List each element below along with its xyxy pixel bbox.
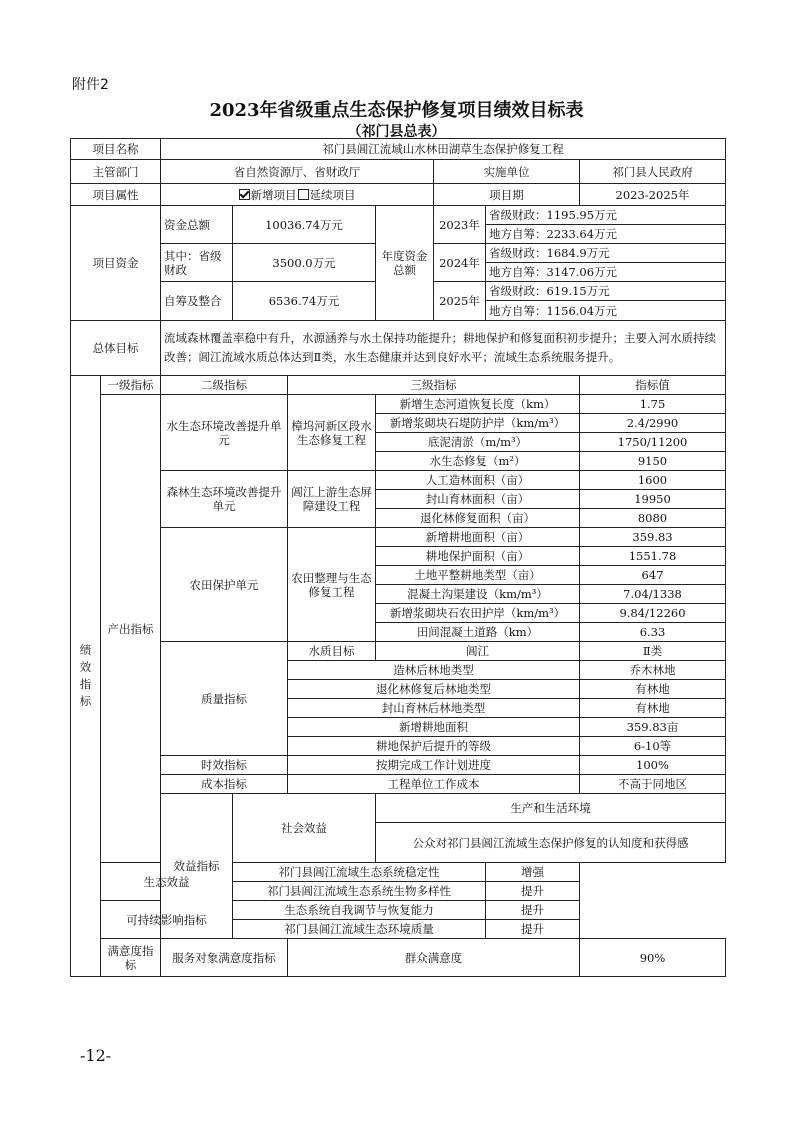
forest-val-1: 19950 (580, 490, 726, 509)
page-number: -12- (80, 1046, 112, 1065)
performance-table (70, 138, 726, 977)
farm-val-2: 647 (580, 566, 726, 585)
page-title: 2023年省级重点生态保护修复项目绩效目标表 (209, 100, 584, 121)
header-l1: 一级指标 (101, 376, 161, 395)
eco-row-1: 祁门县阊江流域生态系统生物多样性 (233, 882, 486, 901)
year-2023-local: 地方自筹：2233.64万元 (486, 225, 726, 244)
eco-label: 生态效益 (101, 863, 233, 901)
sustain-label: 可持续影响指标 (101, 901, 233, 939)
forest-val-0: 1600 (580, 471, 726, 490)
eco-row-0: 祁门县阊江流域生态系统稳定性 (233, 863, 486, 882)
cost-name: 工程单位工作成本 (288, 775, 580, 794)
quality-row-3: 新增耕地面积 (288, 718, 580, 737)
year-2024-prov: 省级财政：1684.9万元 (486, 244, 726, 263)
time-name: 按期完成工作计划进度 (288, 756, 580, 775)
water-sub: 樟坞河新区段水生态修复工程 (288, 395, 376, 471)
unit-label: 实施单位 (434, 160, 580, 184)
period-label: 项目期 (434, 184, 580, 206)
annual-funds-label: 年度资金总额 (376, 206, 434, 321)
satis-sub: 服务对象满意度指标 (161, 939, 288, 977)
farm-row-5: 田间混凝土道路（km） (376, 623, 580, 642)
quality-water-value: Ⅱ类 (580, 642, 726, 661)
funds-self-value: 6536.74万元 (233, 282, 376, 321)
year-2024-local: 地方自筹：3147.06万元 (486, 263, 726, 282)
water-unit: 水生态环境改善提升单元 (161, 395, 288, 471)
perf-indicator-label: 绩效指标 (71, 376, 101, 977)
funds-prov-value: 3500.0万元 (233, 244, 376, 282)
farm-val-1: 1551.78 (580, 547, 726, 566)
farm-row-2: 土地平整耕地类型（亩） (376, 566, 580, 585)
year-2024: 2024年 (434, 244, 486, 282)
year-2023-prov: 省级财政：1195.95万元 (486, 206, 726, 225)
quality-row-4: 耕地保护后提升的等级 (288, 737, 580, 756)
funds-label: 项目资金 (71, 206, 161, 321)
benefit-label: 效益指标 (161, 794, 233, 939)
quality-row-0: 造林后林地类型 (288, 661, 580, 680)
forest-row-1: 封山育林面积（亩） (376, 490, 580, 509)
quality-water-label: 水质目标 (288, 642, 376, 661)
project-name: 祁门县阊江流域山水林田湖草生态保护修复工程 (161, 139, 726, 160)
output-label: 产出指标 (101, 395, 161, 863)
attachment-label: 附件2 (72, 77, 109, 93)
unit-value: 祁门县人民政府 (580, 160, 726, 184)
year-2025: 2025年 (434, 282, 486, 321)
funds-self-label: 自筹及整合 (161, 282, 233, 321)
forest-sub: 阊江上游生态屏障建设工程 (288, 471, 376, 528)
farm-sub: 农田整理与生态修复工程 (288, 528, 376, 642)
water-row-3: 水生态修复（m²） (376, 452, 580, 471)
funds-prov-label: 其中：省级财政 (161, 244, 233, 282)
project-name-label: 项目名称 (71, 139, 161, 160)
forest-val-2: 8080 (580, 509, 726, 528)
water-val-3: 9150 (580, 452, 726, 471)
farm-val-0: 359.83 (580, 528, 726, 547)
quality-val-4: 6-10等 (580, 737, 726, 756)
quality-row-2: 封山育林后林地类型 (288, 699, 580, 718)
sustain-val-0: 提升 (486, 901, 580, 920)
empty-box-icon (298, 189, 309, 200)
eco-val-1: 提升 (486, 882, 580, 901)
checked-box-icon (239, 189, 250, 200)
time-value: 100% (580, 756, 726, 775)
quality-val-3: 359.83亩 (580, 718, 726, 737)
social-label: 社会效益 (233, 794, 376, 863)
time-label: 时效指标 (161, 756, 288, 775)
quality-row-1: 退化林修复后林地类型 (288, 680, 580, 699)
social-row-1: 公众对祁门县阊江流域生态保护修复的认知度和获得感 (376, 823, 726, 863)
water-row-0: 新增生态河道恢复长度（km） (376, 395, 580, 414)
header-l3: 三级指标 (288, 376, 580, 395)
attr-value: 新增项目 延续项目 (161, 184, 434, 206)
quality-label: 质量指标 (161, 642, 288, 756)
cost-value: 不高于同地区 (580, 775, 726, 794)
header-l2: 二级指标 (161, 376, 288, 395)
year-2025-prov: 省级财政：619.15万元 (486, 282, 726, 301)
water-row-2: 底泥清淤（m/m³） (376, 433, 580, 452)
sustain-val-1: 提升 (486, 920, 580, 939)
period-value: 2023-2025年 (580, 184, 726, 206)
sustain-row-0: 生态系统自我调节与恢复能力 (233, 901, 486, 920)
farm-row-3: 混凝土沟渠建设（km/m³） (376, 585, 580, 604)
farm-row-1: 耕地保护面积（亩） (376, 547, 580, 566)
quality-val-1: 有林地 (580, 680, 726, 699)
farm-unit: 农田保护单元 (161, 528, 288, 642)
header-value: 指标值 (580, 376, 726, 395)
attr-label: 项目属性 (71, 184, 161, 206)
page-subtitle: （祁门县总表） (347, 124, 446, 140)
quality-water-name: 阊江 (376, 642, 580, 661)
forest-unit: 森林生态环境改善提升单元 (161, 471, 288, 528)
funds-total-value: 10036.74万元 (233, 206, 376, 244)
farm-val-3: 7.04/1338 (580, 585, 726, 604)
water-val-1: 2.4/2990 (580, 414, 726, 433)
dept-value: 省自然资源厅、省财政厅 (161, 160, 434, 184)
year-2023: 2023年 (434, 206, 486, 244)
satis-label: 满意度指标 (101, 939, 161, 977)
water-val-0: 1.75 (580, 395, 726, 414)
satis-value: 90% (580, 939, 726, 977)
quality-val-0: 乔木林地 (580, 661, 726, 680)
social-row-0: 生产和生活环境 (376, 794, 726, 823)
dept-label: 主管部门 (71, 160, 161, 184)
farm-row-4: 新增浆砌块石农田护岸（km/m³） (376, 604, 580, 623)
year-2025-local: 地方自筹：1156.04万元 (486, 301, 726, 321)
eco-val-0: 增强 (486, 863, 580, 882)
water-val-2: 1750/11200 (580, 433, 726, 452)
farm-val-4: 9.84/12260 (580, 604, 726, 623)
farm-row-0: 新增耕地面积（亩） (376, 528, 580, 547)
goal-label: 总体目标 (71, 321, 161, 376)
cost-label: 成本指标 (161, 775, 288, 794)
sustain-row-1: 祁门县阊江流域生态环境质量 (233, 920, 486, 939)
forest-row-2: 退化林修复面积（亩） (376, 509, 580, 528)
funds-total-label: 资金总额 (161, 206, 233, 244)
quality-val-2: 有林地 (580, 699, 726, 718)
farm-val-5: 6.33 (580, 623, 726, 642)
forest-row-0: 人工造林面积（亩） (376, 471, 580, 490)
goal-text: 流域森林覆盖率稳中有升，水源涵养与水土保持功能提升；耕地保护和修复面积初步提升；主要入河水质持续改善；阊江流域水质总体达到Ⅱ类，水生态健康并达到良好水平；流域生态系统服务提升。 (161, 321, 726, 376)
water-row-1: 新增浆砌块石堤防护岸（km/m³） (376, 414, 580, 433)
satis-name: 群众满意度 (288, 939, 580, 977)
